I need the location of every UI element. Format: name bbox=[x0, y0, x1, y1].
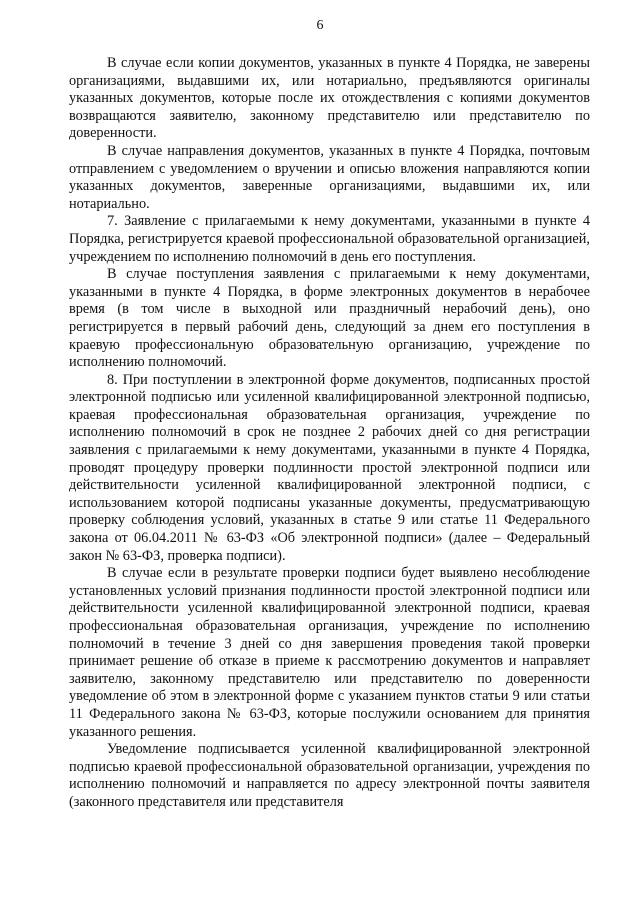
paragraph-postal-delivery: В случае направления документов, указанных в пункте 4 Порядка, почтовым отправлением с уведомлением о вручении и описью вложения направляются копии указанных документов, заверенные организациями, выдавшими их, или нотариально. bbox=[69, 142, 590, 212]
document-body bbox=[69, 55, 590, 812]
paragraph-copies-not-certified: В случае если копии документов, указанных в пункте 4 Порядка, не заверены организациями, выдавшими их, или нотариально, предъявляются оригиналы указанных документов, которые после их отождествления с копиями документов возвращаются заявителю, законному представителю или представителю по доверенности. bbox=[69, 55, 590, 142]
paragraph-item-7-registration: 7. Заявление с прилагаемыми к нему документами, указанными в пункте 4 Порядка, регистрируется краевой профессиональной образовательной организацией, учреждением по исполнению полномочий в день его поступления. bbox=[69, 213, 590, 265]
page-number: 6 bbox=[316, 18, 324, 33]
paragraph-item-8-signature-check: 8. При поступлении в электронной форме документов, подписанных простой электронной подписью или усиленной квалифицированной электронной подписью, краевая профессиональная образовательная организация, учреждение по исполнению полномочий в срок не позднее 2 рабочих дней со дня регистрации заявления с прилагаемыми к нему документами, указанными в пункте 4 Порядка, проводят процедуру проверки подлинности простой электронной подписи или действительности усиленной квалифицированной электронной подписи, с использованием которой подписаны указанные документы, предусматривающую проверку соблюдения условий, указанных в статье 9 или статье 11 Федерального закона от 06.04.2011 № 63-ФЗ «Об электронной подписи» (далее – Федеральный закон № 63-ФЗ, проверка подписи). bbox=[69, 371, 590, 564]
paragraph-check-failure-refusal: В случае если в результате проверки подписи будет выявлено несоблюдение установленных условий признания подлинности простой электронной подписи или действительности усиленной квалифицированной электронной подписи, краевая профессиональная образовательная организация, учреждение по исполнению полномочий в течение 3 дней со дня завершения проведения такой проверки принимает решение об отказе в приеме к рассмотрению документов и направляет заявителю, законному представителю или представителю по доверенности уведомление об этом в электронной форме с указанием пунктов статьи 9 или статьи 11 Федерального закона № 63-ФЗ, которые послужили основанием для принятия указанного решения. bbox=[69, 565, 590, 740]
paragraph-electronic-nonworking-time: В случае поступления заявления с прилагаемыми к нему документами, указанными в пункте 4 Порядка, в форме электронных документов в нерабочее время (в том числе в выходной или праздничный нерабочий день), оно регистрируется в первый рабочий день, следующий за днем его поступления в краевую профессиональную образовательную организацию, учреждение по исполнению полномочий. bbox=[69, 266, 590, 371]
paragraph-notification-signing: Уведомление подписывается усиленной квалифицированной электронной подписью краевой профессиональной образовательной организации, учреждения по исполнению полномочий и направляется по адресу электронной почты заявителя (законного представителя или представителя bbox=[69, 741, 590, 810]
